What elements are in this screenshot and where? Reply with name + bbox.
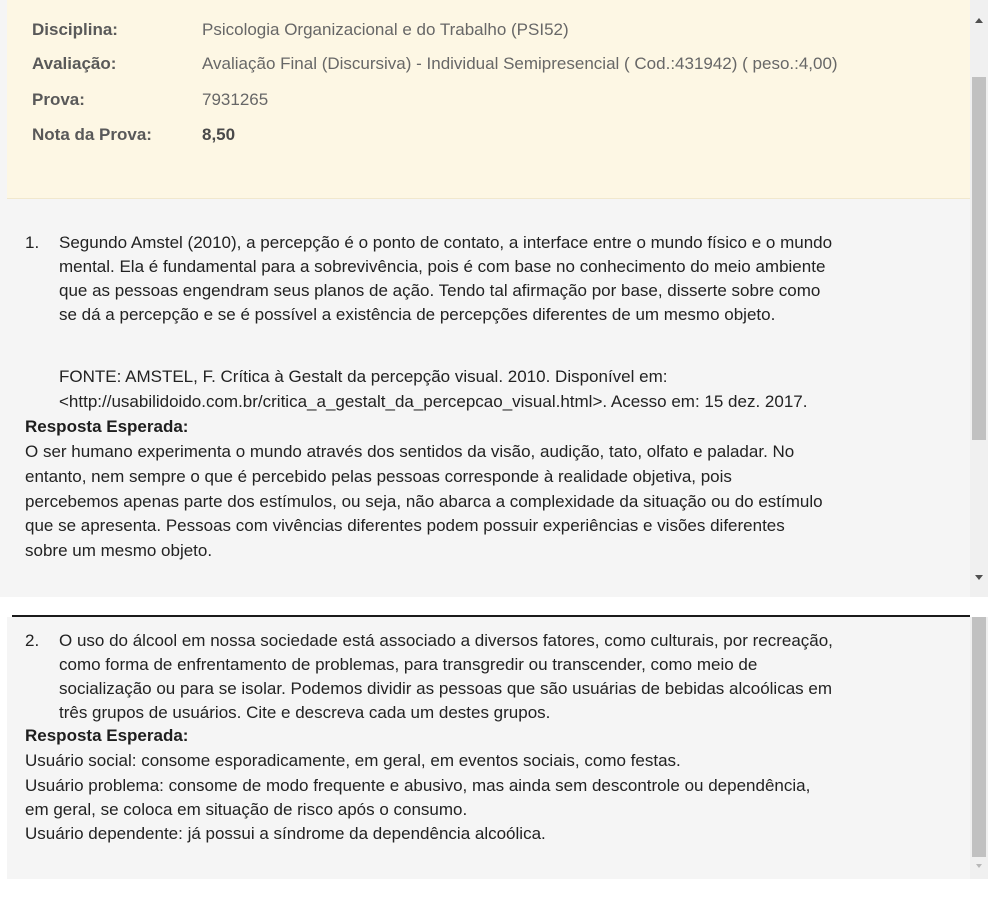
source-citation-line: <http://usabilidoido.com.br/critica_a_gestalt_da_percepcao_visual.html>. Acesso em: 15 dez. 2017. (59, 392, 808, 411)
assessment-label: Avaliação: (32, 54, 117, 73)
vertical-scrollbar[interactable] (970, 617, 988, 879)
assessment-value: Avaliação Final (Discursiva) - Individual Semipresencial ( Cod.:431942) ( peso.:4,00) (202, 54, 838, 73)
answer-line: Usuário dependente: já possui a síndrome da dependência alcoólica. (25, 824, 546, 843)
answer-heading: Resposta Esperada: (25, 417, 189, 436)
answer-line: entanto, nem sempre o que é percebido pelas pessoas corresponde à realidade objetiva, pois (25, 467, 732, 486)
question-text-line: O uso do álcool em nossa sociedade está associado a diversos fatores, como culturais, por recreação, (59, 631, 833, 650)
answer-line: em geral, se coloca em situação de risco após o consumo. (25, 800, 468, 819)
answer-heading: Resposta Esperada: (25, 726, 189, 745)
question-text-line: se dá a percepção e se é possível a existência de percepções diferentes de um mesmo objeto. (59, 305, 776, 324)
exam-info-box (7, 0, 970, 199)
grade-value: 8,50 (202, 125, 236, 144)
bottom-scroll-panel (0, 597, 988, 899)
discipline-value: Psicologia Organizacional e do Trabalho (PSI52) (202, 20, 569, 39)
answer-line: percebemos apenas parte dos estímulos, ou seja, não abarca a complexidade da situação ou do estímulo (25, 492, 823, 511)
question-2 (25, 629, 965, 725)
answer-line: Usuário problema: consome de modo frequente e abusivo, mas ainda sem descontrole ou dependência, (25, 776, 811, 795)
scrollbar-thumb[interactable] (972, 77, 986, 440)
vertical-scrollbar[interactable] (970, 0, 988, 597)
answer-line: O ser humano experimenta o mundo através dos sentidos da visão, audição, tato, olfato e paladar. No (25, 442, 795, 461)
scroll-down-arrow-icon[interactable] (975, 575, 983, 580)
question-text-line: mental. Ela é fundamental para a sobrevivência, pois é com base no conhecimento do meio ambiente (59, 257, 826, 276)
question-text-line: Segundo Amstel (2010), a percepção é o ponto de contato, a interface entre o mundo físico e o mundo (59, 233, 833, 252)
grade-label: Nota da Prova: (32, 125, 152, 144)
question-1 (25, 231, 965, 386)
scrollbar-thumb[interactable] (972, 617, 986, 857)
question-number: 2. (25, 631, 40, 650)
question-number: 1. (25, 233, 40, 252)
exam-value: 7931265 (202, 90, 269, 109)
question-text-line: como forma de enfrentamento de problemas, para transgredir ou transcender, como meio de (59, 655, 758, 674)
answer-line: sobre um mesmo objeto. (25, 541, 213, 560)
discipline-label: Disciplina: (32, 20, 118, 39)
question-text-line: socialização ou para se isolar. Podemos dividir as pessoas que são usuárias de bebidas alcoólicas em (59, 679, 832, 698)
scroll-up-arrow-icon[interactable] (975, 18, 983, 23)
exam-label: Prova: (32, 90, 85, 109)
scroll-down-arrow-icon[interactable] (976, 864, 982, 868)
answer-line: Usuário social: consome esporadicamente, em geral, em eventos sociais, como festas. (25, 751, 681, 770)
question-text-line: que as pessoas engendram seus planos de ação. Tendo tal afirmação por base, disserte sobre como (59, 281, 821, 300)
source-citation-line: FONTE: AMSTEL, F. Crítica à Gestalt da percepção visual. 2010. Disponível em: (59, 367, 668, 386)
answer-line: que se apresenta. Pessoas com vivências diferentes podem possuir experiências e visões diferentes (25, 516, 785, 535)
question-text-line: três grupos de usuários. Cite e descreva cada um destes grupos. (59, 703, 551, 722)
